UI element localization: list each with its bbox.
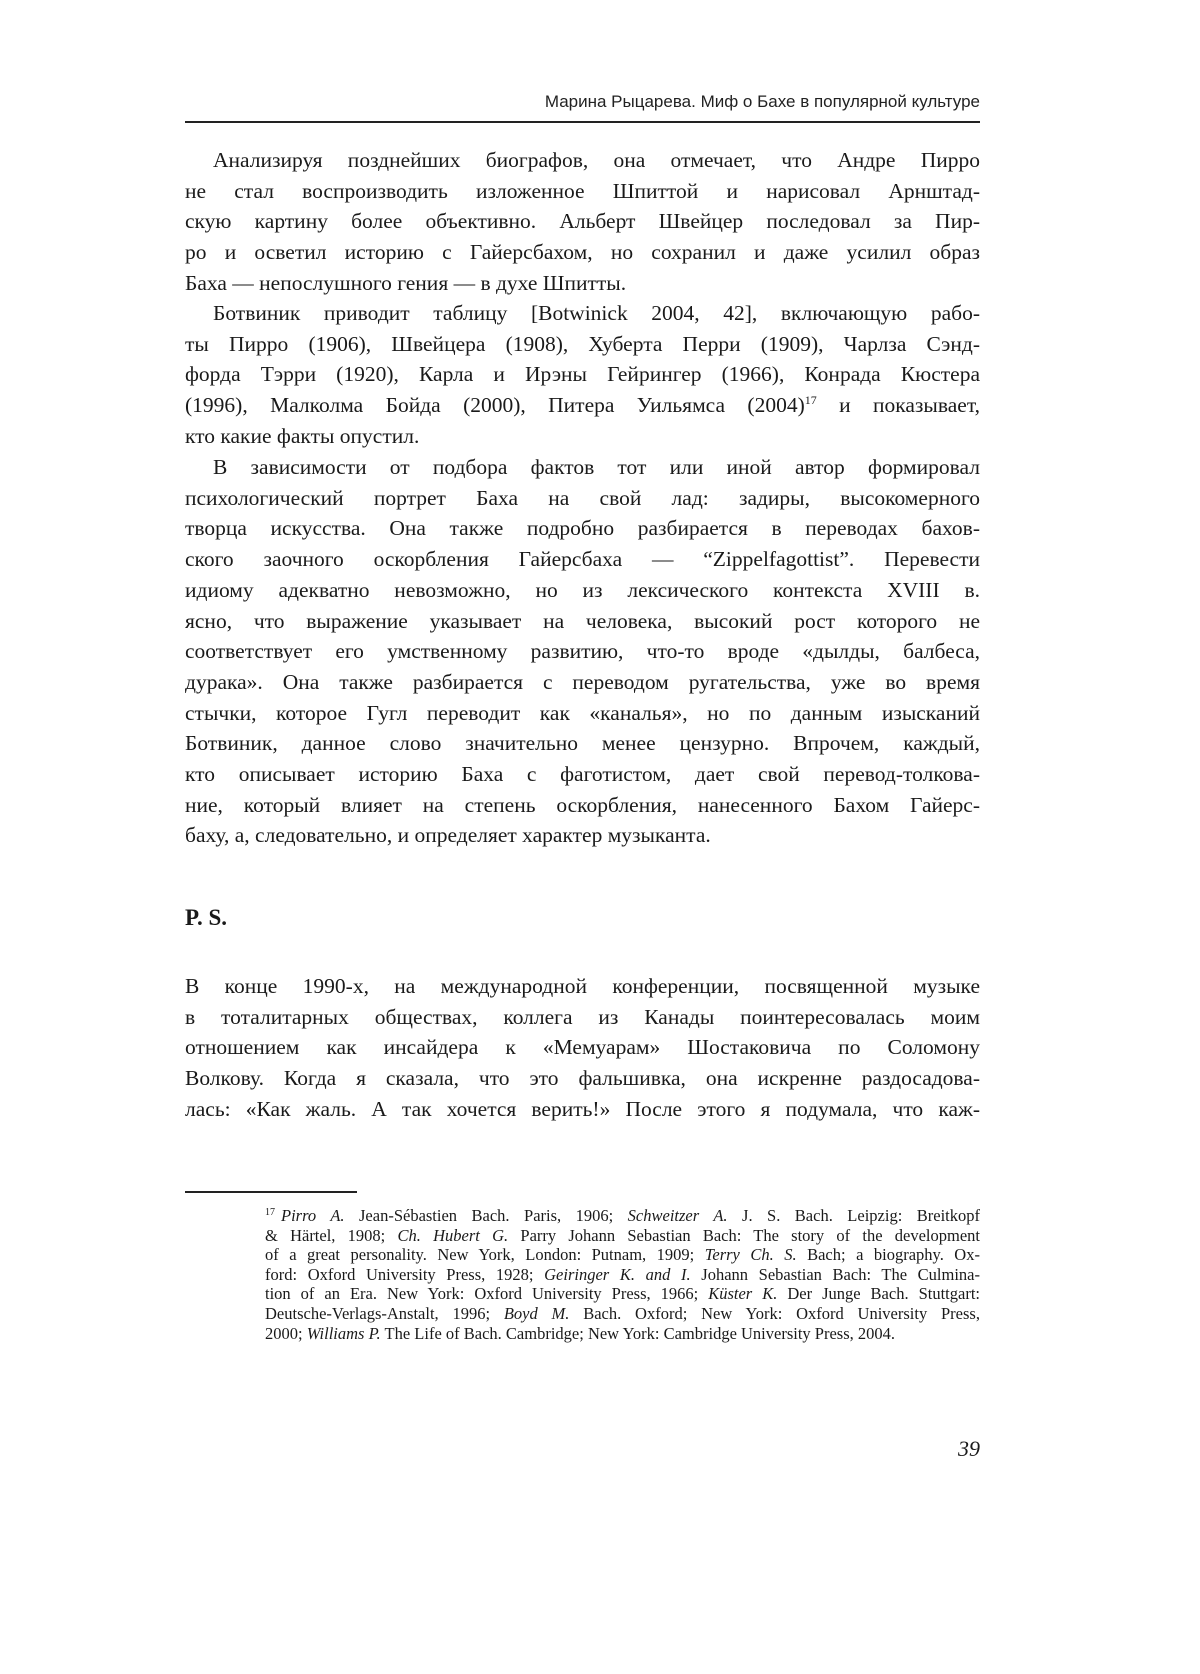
paragraph-1: [185, 145, 980, 299]
footnote: [265, 1206, 980, 1343]
text-line: кто какие факты опустил.: [185, 421, 980, 452]
text-line: Анализируя позднейших биографов, она отмечает, что Андре Пирро: [185, 145, 980, 176]
section-heading: P. S.: [185, 905, 227, 931]
text-line: стычки, которое Гугл переводит как «каналья», но по данным изысканий: [185, 698, 980, 729]
author-name: Ch. Hubert G.: [398, 1226, 509, 1245]
footnote-line: of a great personality. New York, London: Putnam, 1909; Terry Ch. S. Bach; a biography. Ox-: [265, 1245, 980, 1265]
text-line: дурака». Она также разбирается с переводом ругательства, уже во время: [185, 667, 980, 698]
text-line: скую картину более объективно. Альберт Швейцер последовал за Пир-: [185, 206, 980, 237]
text-line: В конце 1990-х, на международной конференции, посвященной музыке: [185, 971, 980, 1002]
text-line: баху, а, следовательно, и определяет характер музыканта.: [185, 820, 980, 851]
text-line: Ботвиник, данное слово значительно менее цензурно. Впрочем, каждый,: [185, 728, 980, 759]
text-line: творца искусства. Она также подробно разбирается в переводах бахов-: [185, 513, 980, 544]
footnote-rule: [185, 1191, 357, 1193]
footnote-reference[interactable]: 17: [805, 393, 817, 407]
paragraph-ps: [185, 971, 980, 1125]
text-line: ро и осветил историю с Гайерсбахом, но сохранил и даже усилил образ: [185, 237, 980, 268]
paragraph-2: [185, 298, 980, 452]
text-line: (1996), Малколма Бойда (2000), Питера Уильямса (2004)17 и показывает,: [185, 390, 980, 421]
text-line: ского заочного оскорбления Гайерсбаха — “Zippelfagottist”. Перевести: [185, 544, 980, 575]
author-name: Geiringer K. and I.: [544, 1265, 691, 1284]
header-rule: [185, 121, 980, 123]
footnote-line: 17 Pirro A. Jean-Sébastien Bach. Paris, 1906; Schweitzer A. J. S. Bach. Leipzig: Breitkopf: [265, 1206, 980, 1226]
text-line: В зависимости от подбора фактов тот или иной автор формировал: [185, 452, 980, 483]
text-line: отношением как инсайдера к «Мемуарам» Шостаковича по Соломону: [185, 1032, 980, 1063]
text-line: соответствует его умственному развитию, что-то вроде «дылды, балбеса,: [185, 636, 980, 667]
text-line: форда Тэрри (1920), Карла и Ирэны Гейрингер (1966), Конрада Кюстера: [185, 359, 980, 390]
text-line: в тоталитарных обществах, коллега из Канады поинтересовалась моим: [185, 1002, 980, 1033]
text-line: Баха — непослушного гения — в духе Шпитты.: [185, 268, 980, 299]
text-line: ты Пирро (1906), Швейцера (1908), Хуберта Перри (1909), Чарлза Сэнд-: [185, 329, 980, 360]
footnote-number: 17: [265, 1207, 275, 1218]
text-line: кто описывает историю Баха с фаготистом, дает свой перевод-толкова-: [185, 759, 980, 790]
text-line: идиому адекватно невозможно, но из лексического контекста XVIII в.: [185, 575, 980, 606]
text-line: Волкову. Когда я сказала, что это фальшивка, она искренне раздосадова-: [185, 1063, 980, 1094]
footnote-line: ford: Oxford University Press, 1928; Geiringer K. and I. Johann Sebastian Bach: The Culmina-: [265, 1265, 980, 1285]
footnote-line: & Härtel, 1908; Ch. Hubert G. Parry Johann Sebastian Bach: The story of the development: [265, 1226, 980, 1246]
footnote-line: tion of an Era. New York: Oxford University Press, 1966; Küster K. Der Junge Bach. Stuttgart:: [265, 1284, 980, 1304]
footnote-line: 2000; Williams P. The Life of Bach. Cambridge; New York: Cambridge University Press, 2004.: [265, 1324, 980, 1344]
author-name: Terry Ch. S.: [705, 1245, 797, 1264]
author-name: Schweitzer A.: [628, 1206, 728, 1225]
author-name: Pirro A.: [281, 1206, 345, 1225]
text-line: лась: «Как жаль. А так хочется верить!» После этого я подумала, что каж-: [185, 1094, 980, 1125]
text-line: не стал воспроизводить изложенное Шпиттой и нарисовал Арнштад-: [185, 176, 980, 207]
text-line: ние, который влияет на степень оскорбления, нанесенного Бахом Гайерс-: [185, 790, 980, 821]
text-line: психологический портрет Баха на свой лад: задиры, высокомерного: [185, 483, 980, 514]
text-line: Ботвиник приводит таблицу [Botwinick 2004, 42], включающую рабо-: [185, 298, 980, 329]
page-number: 39: [930, 1436, 980, 1462]
text-line: ясно, что выражение указывает на человека, высокий рост которого не: [185, 606, 980, 637]
paragraph-3: [185, 452, 980, 851]
author-name: Boyd M.: [504, 1304, 570, 1323]
footnote-line: Deutsche-Verlags-Anstalt, 1996; Boyd M. Bach. Oxford; New York: Oxford University Press,: [265, 1304, 980, 1324]
running-header: Марина Рыцарева. Миф о Бахе в популярной культуре: [185, 92, 980, 112]
author-name: Williams P.: [307, 1324, 381, 1343]
author-name: Küster K.: [708, 1284, 777, 1303]
